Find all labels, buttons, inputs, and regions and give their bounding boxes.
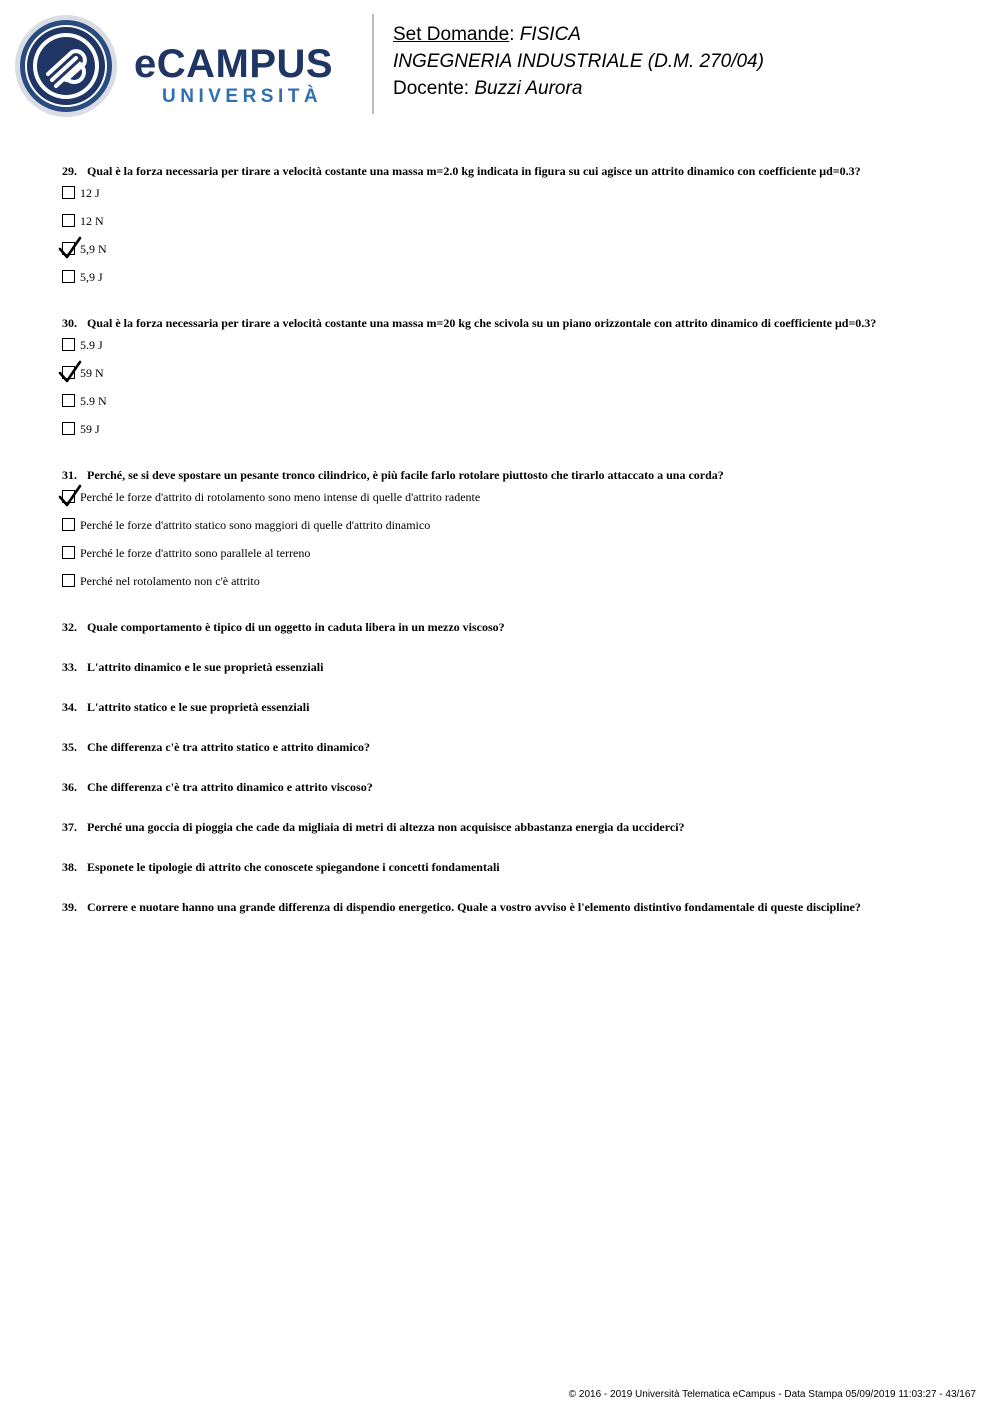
- answer-label: Perché le forze d'attrito sono parallele al terreno: [80, 546, 311, 560]
- question-list: [62, 162, 962, 938]
- checkbox[interactable]: [62, 422, 75, 435]
- checkmark-icon: [58, 484, 82, 508]
- question-number: 37.: [62, 820, 77, 834]
- answer-label: Perché le forze d'attrito di rotolamento sono meno intense di quelle d'attrito radente: [80, 490, 481, 504]
- answer-label: 12 J: [80, 186, 100, 200]
- answer-label: 5,9 J: [80, 270, 103, 284]
- answer-option[interactable]: [62, 518, 962, 546]
- question-number: 39.: [62, 900, 77, 914]
- question-text: Che differenza c'è tra attrito statico e attrito dinamico?: [87, 740, 371, 754]
- answer-label: Perché nel rotolamento non c'è attrito: [80, 574, 260, 588]
- answer-option[interactable]: [62, 546, 962, 574]
- answer-option[interactable]: [62, 270, 962, 298]
- answer-option[interactable]: [62, 394, 962, 422]
- question-text: Qual è la forza necessaria per tirare a velocità costante una massa m=2.0 kg indicata in figura su cui agisce un attrito dinamico con coefficiente μd=0.3?: [87, 164, 861, 178]
- question: [62, 858, 962, 876]
- checkbox[interactable]: [62, 186, 75, 199]
- set-label: Set Domande: [393, 24, 510, 45]
- question: [62, 698, 962, 716]
- question: [62, 314, 962, 332]
- question-text: L'attrito dinamico e le sue proprietà essenziali: [87, 660, 324, 674]
- question: [62, 658, 962, 676]
- header-set-line: [393, 23, 581, 47]
- answer-option[interactable]: [62, 490, 962, 518]
- question: [62, 466, 962, 484]
- question-text: Quale comportamento è tipico di un oggetto in caduta libera in un mezzo viscoso?: [87, 620, 505, 634]
- subject: FISICA: [519, 24, 581, 45]
- brand-subtitle: UNIVERSITÀ: [162, 86, 323, 107]
- answer-option[interactable]: [62, 366, 962, 394]
- page-footer: © 2016 - 2019 Università Telematica eCampus - Data Stampa 05/09/2019 11:03:27 - 43/167: [568, 1389, 976, 1400]
- answer-label: 5.9 J: [80, 338, 103, 352]
- answer-options: [62, 338, 962, 450]
- ecampus-wordmark: [132, 44, 357, 114]
- question: [62, 818, 962, 836]
- teacher-label: Docente:: [393, 78, 470, 99]
- answer-option[interactable]: [62, 338, 962, 366]
- brand-name: eCAMPUS: [134, 42, 334, 86]
- checkmark-icon: [58, 236, 82, 260]
- question-text: Esponete le tipologie di attrito che conoscete spiegandone i concetti fondamentali: [87, 860, 500, 874]
- question: [62, 778, 962, 796]
- question-number: 31.: [62, 468, 77, 482]
- question-text: Correre e nuotare hanno una grande differenza di dispendio energetico. Quale a vostro avviso è l'elemento distintivo fondamentale di queste discipline?: [87, 900, 861, 914]
- checkmark-icon: [58, 360, 82, 384]
- checkbox[interactable]: [62, 394, 75, 407]
- question-number: 34.: [62, 700, 77, 714]
- checkbox[interactable]: [62, 214, 75, 227]
- set-separator: :: [509, 24, 515, 45]
- answer-option[interactable]: [62, 214, 962, 242]
- checkbox[interactable]: [62, 338, 75, 351]
- header-divider: [372, 14, 374, 114]
- answer-label: 59 J: [80, 422, 100, 436]
- answer-option[interactable]: [62, 422, 962, 450]
- question-number: 33.: [62, 660, 77, 674]
- checkbox[interactable]: [62, 518, 75, 531]
- question: [62, 162, 962, 180]
- course-name: INGEGNERIA INDUSTRIALE (D.M. 270/04): [393, 51, 764, 72]
- checkbox[interactable]: [62, 546, 75, 559]
- question: [62, 618, 962, 636]
- question: [62, 898, 962, 916]
- answer-label: 12 N: [80, 214, 104, 228]
- question-number: 29.: [62, 164, 77, 178]
- question-text: Che differenza c'è tra attrito dinamico e attrito viscoso?: [87, 780, 373, 794]
- answer-options: [62, 186, 962, 298]
- question-text: Qual è la forza necessaria per tirare a velocità costante una massa m=20 kg che scivola su un piano orizzontale con attrito dinamico di coefficiente μd=0.3?: [87, 316, 877, 330]
- question-number: 35.: [62, 740, 77, 754]
- checkbox[interactable]: [62, 574, 75, 587]
- header-teacher-line: [393, 77, 582, 101]
- answer-label: 5,9 N: [80, 242, 107, 256]
- question-number: 32.: [62, 620, 77, 634]
- question: [62, 738, 962, 756]
- question-number: 36.: [62, 780, 77, 794]
- answer-option[interactable]: [62, 242, 962, 270]
- question-text: L'attrito statico e le sue proprietà essenziali: [87, 700, 310, 714]
- question-text: Perché, se si deve spostare un pesante tronco cilindrico, è più facile farlo rotolare piuttosto che tirarlo attaccato a una corda?: [87, 468, 724, 482]
- question-text: Perché una goccia di pioggia che cade da migliaia di metri di altezza non acquisisce abbastanza energia da ucciderci?: [87, 820, 685, 834]
- checkbox[interactable]: [62, 270, 75, 283]
- teacher-name: Buzzi Aurora: [474, 78, 583, 99]
- question-number: 30.: [62, 316, 77, 330]
- answer-option[interactable]: [62, 186, 962, 214]
- ecampus-seal-logo: [14, 14, 118, 118]
- answer-label: 5.9 N: [80, 394, 107, 408]
- answer-options: [62, 490, 962, 602]
- answer-label: Perché le forze d'attrito statico sono maggiori di quelle d'attrito dinamico: [80, 518, 431, 532]
- answer-label: 59 N: [80, 366, 104, 380]
- answer-option[interactable]: [62, 574, 962, 602]
- question-number: 38.: [62, 860, 77, 874]
